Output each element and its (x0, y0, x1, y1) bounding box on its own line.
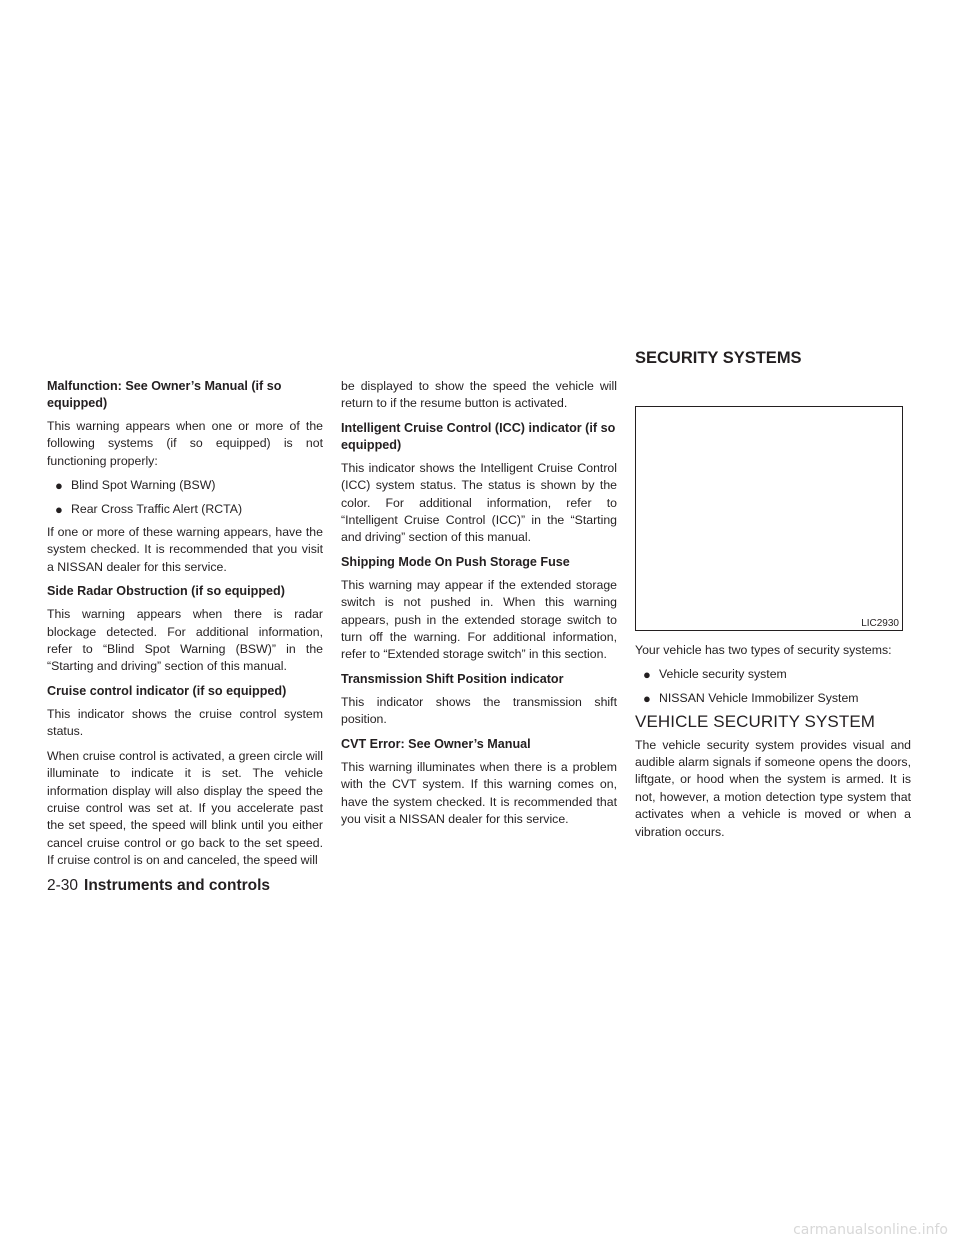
bullet-item: ● Blind Spot Warning (BSW) (55, 478, 216, 494)
column-2 (341, 378, 617, 835)
paragraph-cvt: This warning illuminates when there is a problem with the CVT system. If this warning comes on, have the system checked. It is recommended that you visit a NISSAN dealer for this service. (341, 759, 617, 826)
chapter-title: Instruments and controls (84, 877, 271, 894)
column-1 (47, 378, 323, 877)
paragraph-malfunction: This warning appears when one or more of the following systems (if so equipped) is not functioning properly: (47, 419, 323, 468)
figure-label: LIC2930 (861, 618, 899, 629)
column-3 (635, 642, 911, 848)
watermark: carmanualsonline.info (793, 1222, 948, 1238)
paragraph-intro: Your vehicle has two types of security systems: (635, 643, 892, 657)
heading-shipping: Shipping Mode On Push Storage Fuse (341, 554, 570, 569)
bullet-icon: ● (643, 690, 651, 706)
heading-vehicle-security: VEHICLE SECURITY SYSTEM (635, 712, 876, 732)
paragraph-continued: be displayed to show the speed the vehicle will return to if the resume button is activated. (341, 379, 617, 411)
heading-transmission: Transmission Shift Position indicator (341, 671, 564, 686)
bullet-item: ● NISSAN Vehicle Immobilizer System (643, 690, 859, 706)
paragraph-cruise: This indicator shows the cruise control system status. (47, 706, 323, 739)
paragraph-cruise-2: When cruise control is activated, a green circle will illuminate to indicate it is set. The vehicle information display will also display the speed the cruise control was set at. If you accelerate past the set speed, the speed will blink until you either cancel cruise control or go back to the set speed. If cruise control is on and canceled, the speed will (47, 748, 323, 868)
page-footer (47, 877, 270, 895)
heading-radar: Side Radar Obstruction (if so equipped) (47, 584, 285, 599)
section-title: SECURITY SYSTEMS (635, 349, 802, 367)
bullet-icon: ● (55, 501, 63, 517)
heading-icc: Intelligent Cruise Control (ICC) indicator (if so equipped) (341, 420, 616, 452)
heading-malfunction: Malfunction: See Owner’s Manual (if so equipped) (47, 379, 282, 410)
paragraph-icc: This indicator shows the Intelligent Cruise Control (ICC) system status. The status is shown by the color. For additional information, refer to “Intelligent Cruise Control (ICC)” in the “Starting and driving” section of this manual. (341, 460, 617, 545)
heading-cruise: Cruise control indicator (if so equipped) (47, 683, 287, 698)
figure-image (635, 406, 903, 631)
paragraph-vehicle-security: The vehicle security system provides visual and audible alarm signals if someone opens the doors, liftgate, or hood when the system is armed. It is not, however, a motion detection type system that activates when a vehicle is moved or when a vibration occurs. (635, 737, 911, 839)
page-number: 2-30 (47, 877, 79, 894)
bullet-icon: ● (55, 478, 63, 494)
bullet-icon: ● (643, 667, 651, 683)
paragraph-radar: This warning appears when there is radar blockage detected. For additional information, refer to “Blind Spot Warning (BSW)” in the “Starting and driving” section of this manual. (47, 607, 323, 674)
paragraph-shipping: This warning may appear if the extended storage switch is not pushed in. When this warning appears, push in the extended storage switch to turn off the warning. For additional information, refer to “Extended storage switch” in this section. (341, 577, 617, 662)
paragraph-transmission: This indicator shows the transmission shift position. (341, 694, 617, 727)
bullet-item: ● Vehicle security system (643, 667, 787, 683)
paragraph-malfunction-2: If one or more of these warning appears, have the system checked. It is recommended that you visit a NISSAN dealer for this service. (47, 525, 323, 574)
heading-cvt: CVT Error: See Owner’s Manual (341, 736, 531, 751)
bullet-item: ● Rear Cross Traffic Alert (RCTA) (55, 501, 243, 517)
